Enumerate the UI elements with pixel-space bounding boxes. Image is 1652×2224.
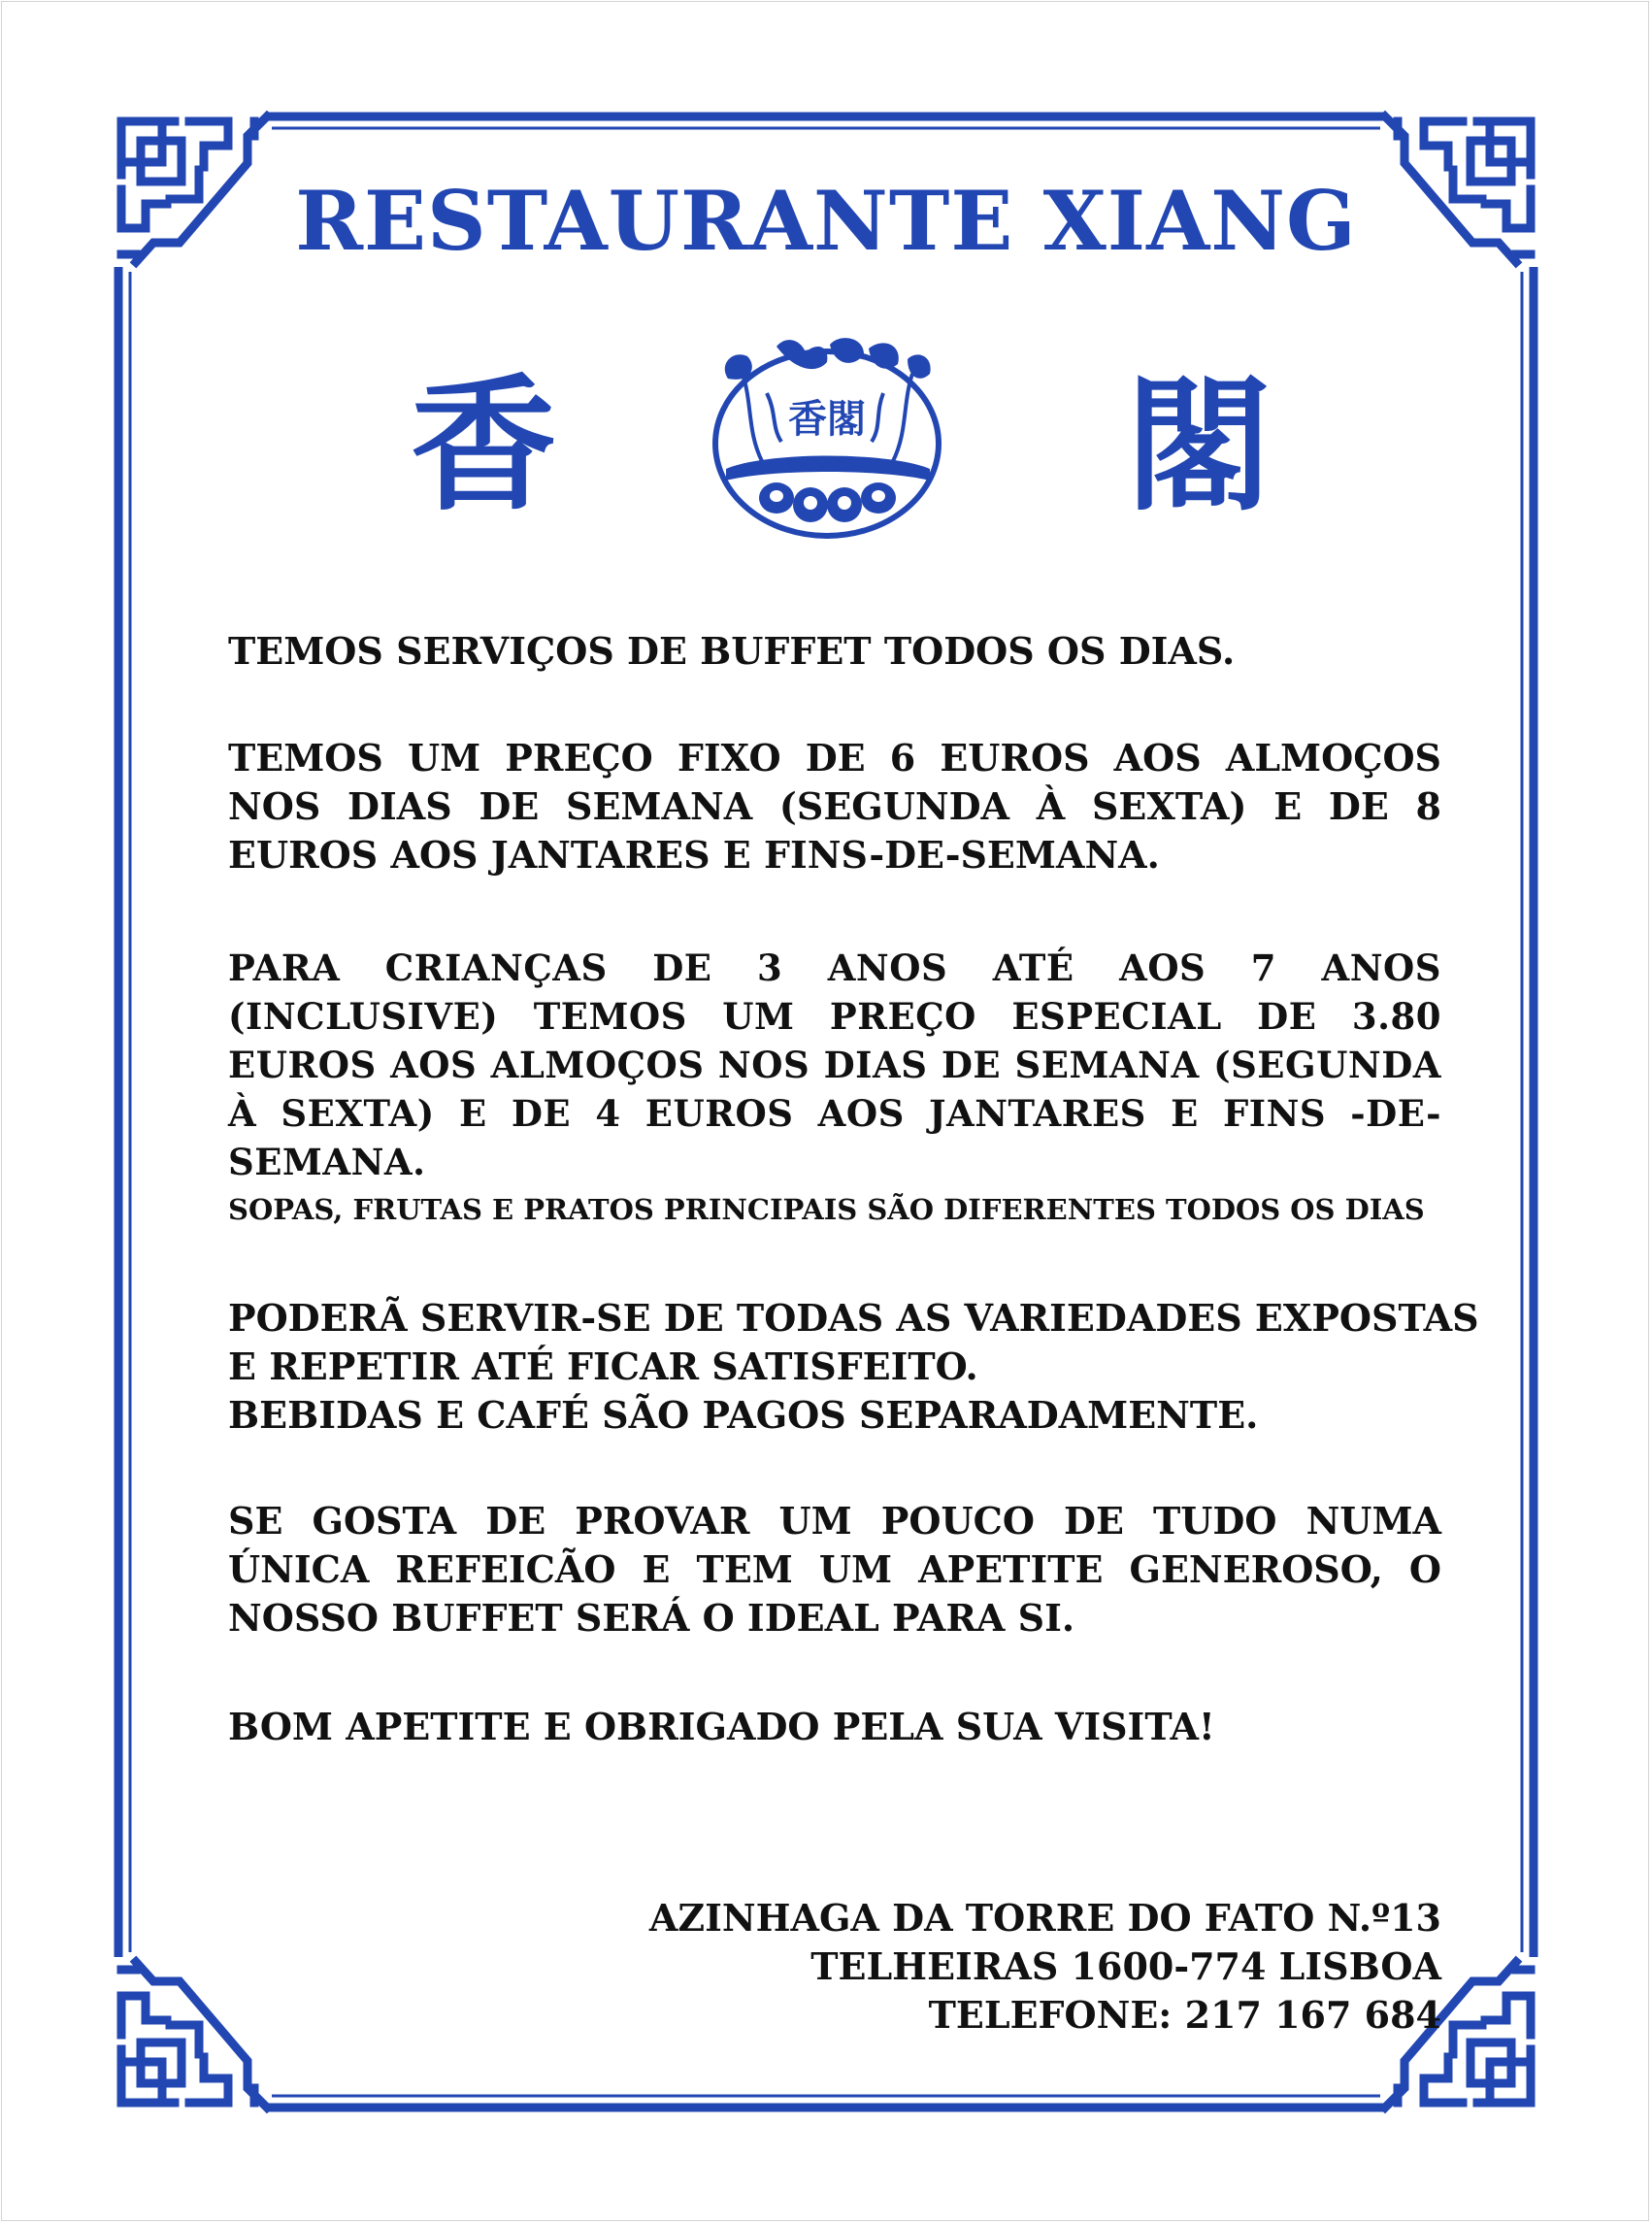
chinese-character-left: 香 <box>410 362 556 531</box>
paragraph-fixed-price: TEMOS UM PREÇO FIXO DE 6 EUROS AOS ALMOÇOS NOS DIAS DE SEMANA (SEGUNDA À SEXTA) E DE 8 EUROS AOS JANTARES E FINS-DE-SEMANA. <box>228 736 1441 877</box>
self-service-line-2: E REPETIR ATÉ FICAR SATISFEITO. <box>228 1344 978 1388</box>
address-street: AZINHAGA DA TORRE DO FATO N.º13 <box>648 1896 1441 1940</box>
paragraph-buffet-daily: TEMOS SERVIÇOS DE BUFFET TODOS OS DIAS. <box>228 629 1236 673</box>
address-phone: TELEFONE: 217 167 684 <box>928 1993 1441 2037</box>
address-city: TELHEIRAS 1600-774 LISBOA <box>810 1944 1441 1988</box>
self-service-line-1: PODERÃ SERVIR-SE DE TODAS AS VARIEDADES EXPOSTAS <box>228 1296 1479 1340</box>
note-daily-variety: SOPAS, FRUTAS E PRATOS PRINCIPAIS SÃO DIFERENTES TODOS OS DIAS <box>228 1193 1425 1226</box>
paragraph-generous-appetite: SE GOSTA DE PROVAR UM POUCO DE TUDO NUMA ÚNICA REFEICÃO E TEM UM APETITE GENEROSO, O NOSSO BUFFET SERÁ O IDEAL PARA SI. <box>228 1499 1441 1640</box>
paragraph-farewell: BOM APETITE E OBRIGADO PELA SUA VISITA! <box>228 1705 1215 1748</box>
corner-ornament-bottom-left <box>121 1962 267 2108</box>
paragraph-children-price: PARA CRIANÇAS DE 3 ANOS ATÉ AOS 7 ANOS (INCLUSIVE) TEMOS UM PREÇO ESPECIAL DE 3.80 EUROS AOS ALMOÇOS NOS DIAS DE SEMANA (SEGUNDA À SEXTA) E DE 4 EUROS AOS JANTARES E FINS -DE-SEMANA. <box>228 946 1441 1183</box>
paragraph-self-service <box>228 1294 1479 1440</box>
restaurant-seal-logo <box>709 335 946 544</box>
seal-character: 香閣 <box>788 397 866 442</box>
chinese-character-right: 閣 <box>1125 362 1272 531</box>
restaurant-title: RESTAURANTE XIANG <box>295 173 1357 269</box>
self-service-line-3: BEBIDAS E CAFÉ SÃO PAGOS SEPARADAMENTE. <box>228 1393 1259 1437</box>
